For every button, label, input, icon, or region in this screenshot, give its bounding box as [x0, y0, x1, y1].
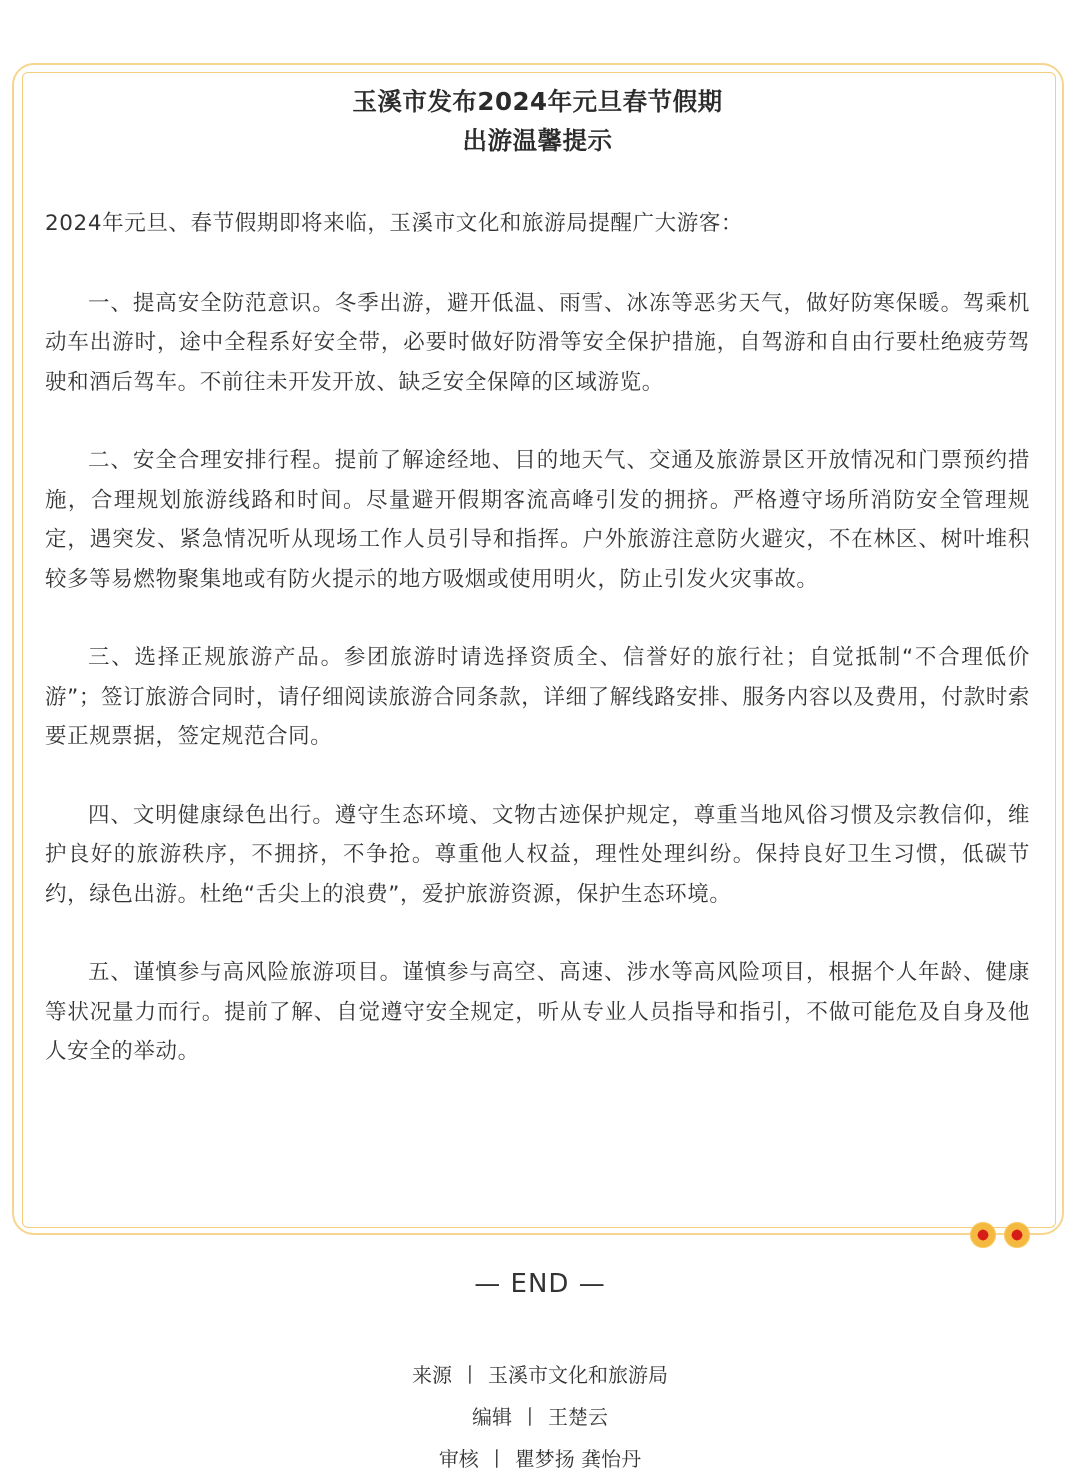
reviewer-label: 审核	[438, 1447, 479, 1471]
credit-editor	[0, 1396, 1080, 1438]
source-label: 来源	[412, 1363, 452, 1387]
paragraph-1: 一、提高安全防范意识。冬季出游，避开低温、雨雪、冰冻等恶劣天气，做好防寒保暖。驾乘机动车出游时，途中全程系好安全带，必要时做好防滑等安全保护措施，自驾游和自由行要杜绝疲劳驾驶和酒后驾车。不前往未开发开放、缺乏安全保障的区域游览。	[45, 290, 1030, 395]
separator: 丨	[486, 1447, 507, 1471]
article-title	[45, 82, 1030, 160]
title-line-1: 玉溪市发布2024年元旦春节假期	[352, 87, 723, 116]
title-line-2: 出游温馨提示	[462, 126, 613, 155]
ornament-flower-icon	[1004, 1222, 1030, 1248]
paragraph-2: 二、安全合理安排行程。提前了解途经地、目的地天气、交通及旅游景区开放情况和门票预约措施，合理规划旅游线路和时间。尽量避开假期客流高峰引发的拥挤。严格遵守场所消防安全管理规定，遇突发、紧急情况听从现场工作人员引导和指挥。户外旅游注意防火避灾，不在林区、树叶堆积较多等易燃物聚集地或有防火提示的地方吸烟或使用明火，防止引发火灾事故。	[45, 448, 1030, 592]
editor-label: 编辑	[472, 1405, 512, 1429]
reviewer-value: 瞿梦扬 龚怡丹	[514, 1447, 642, 1471]
separator: 丨	[460, 1363, 480, 1387]
paragraph-5: 五、谨慎参与高风险旅游项目。谨慎参与高空、高速、涉水等高风险项目，根据个人年龄、健康等状况量力而行。提前了解、自觉遵守安全规定，听从专业人员指导和指引，不做可能危及自身及他人安全的举动。	[45, 960, 1030, 1064]
paragraph-4: 四、文明健康绿色出行。遵守生态环境、文物古迹保护规定，尊重当地风俗习惯及宗教信仰，维护良好的旅游秩序，不拥挤，不争抢。尊重他人权益，理性处理纠纷。保持良好卫生习惯，低碳节约，绿色出游。杜绝“舌尖上的浪费”，爱护旅游资源，保护生态环境。	[45, 802, 1030, 907]
end-marker: — END —	[474, 1269, 606, 1299]
separator: 丨	[520, 1405, 540, 1429]
intro-paragraph: 2024年元旦、春节假期即将来临，玉溪市文化和旅游局提醒广大游客：	[45, 211, 744, 236]
ornament-flower-icon	[970, 1222, 996, 1248]
credits-block	[0, 1354, 1080, 1480]
article-content	[45, 82, 1030, 1072]
corner-ornaments	[970, 1222, 1030, 1252]
editor-value: 王楚云	[548, 1405, 608, 1429]
paragraph-3: 三、选择正规旅游产品。参团旅游时请选择资质全、信誉好的旅行社；自觉抵制“不合理低价游”；签订旅游合同时，请仔细阅读旅游合同条款，详细了解线路安排、服务内容以及费用，付款时索要正规票据，签定规范合同。	[45, 645, 1030, 749]
source-value: 玉溪市文化和旅游局	[488, 1363, 668, 1387]
credit-source	[0, 1354, 1080, 1396]
credit-reviewer	[0, 1438, 1080, 1480]
